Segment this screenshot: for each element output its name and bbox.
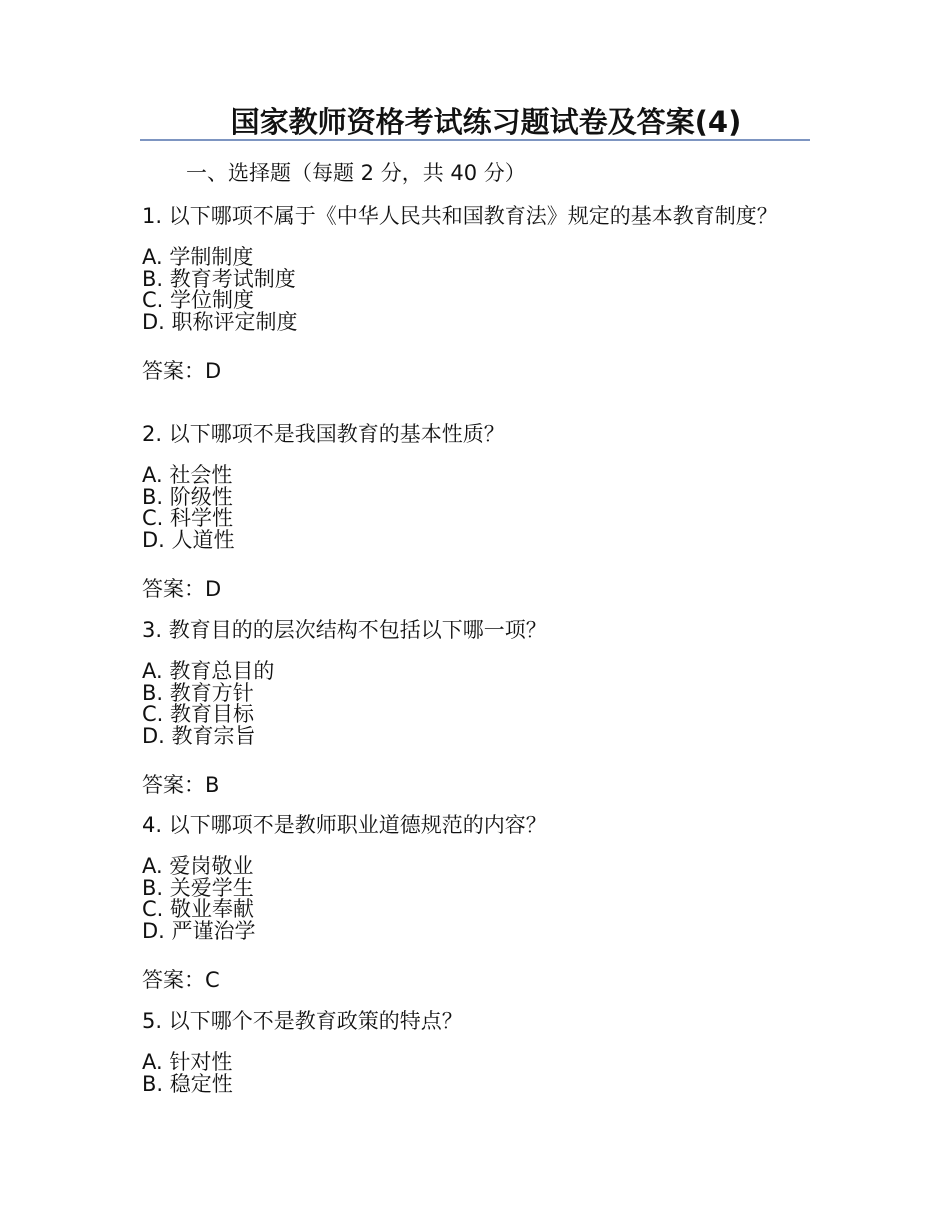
option-b: B. 关爱学生 [142,875,254,900]
question-stem: 3. 教育目的的层次结构不包括以下哪一项？ [142,618,547,642]
answer-line: 答案：B [142,773,220,797]
option-a: A. 针对性 [142,1050,233,1074]
option-d: D. 教育宗旨 [142,723,256,748]
option-a: A. 教育总目的 [142,659,275,683]
option-c: C. 敬业奉献 [142,897,255,921]
question-stem: 1. 以下哪项不属于《中华人民共和国教育法》规定的基本教育制度？ [142,204,778,228]
option-list [142,465,802,551]
option-list [142,1052,802,1095]
question-stem: 5. 以下哪个不是教育政策的特点？ [142,1009,463,1033]
option-a: A. 社会性 [142,463,233,487]
option-a: A. 爱岗敬业 [142,854,254,878]
option-list [142,661,802,747]
option-c: C. 教育目标 [142,702,255,726]
title-underline [140,139,810,141]
option-b: B. 阶级性 [142,484,233,509]
page-title: 国家教师资格考试练习题试卷及答案(4) [230,105,742,139]
question-1 [142,205,802,383]
option-list [142,247,802,333]
option-b: B. 教育考试制度 [142,266,296,291]
answer-line: 答案：D [142,359,222,383]
question-stem: 2. 以下哪项不是我国教育的基本性质？ [142,422,505,446]
option-c: C. 学位制度 [142,288,255,312]
question-3 [142,619,802,797]
question-2 [142,423,802,601]
section-heading: 一、选择题（每题 2 分，共 40 分） [186,161,526,185]
question-stem: 4. 以下哪项不是教师职业道德规范的内容？ [142,813,547,837]
question-4 [142,814,802,992]
option-a: A. 学制制度 [142,245,254,269]
answer-line: 答案：C [142,968,220,992]
answer-line: 答案：D [142,577,222,601]
option-c: C. 科学性 [142,506,234,530]
option-d: D. 人道性 [142,527,235,552]
option-b: B. 教育方针 [142,680,254,705]
option-d: D. 严谨治学 [142,918,256,943]
question-5 [142,1010,802,1095]
option-b: B. 稳定性 [142,1071,233,1096]
option-d: D. 职称评定制度 [142,309,298,334]
option-list [142,856,802,942]
